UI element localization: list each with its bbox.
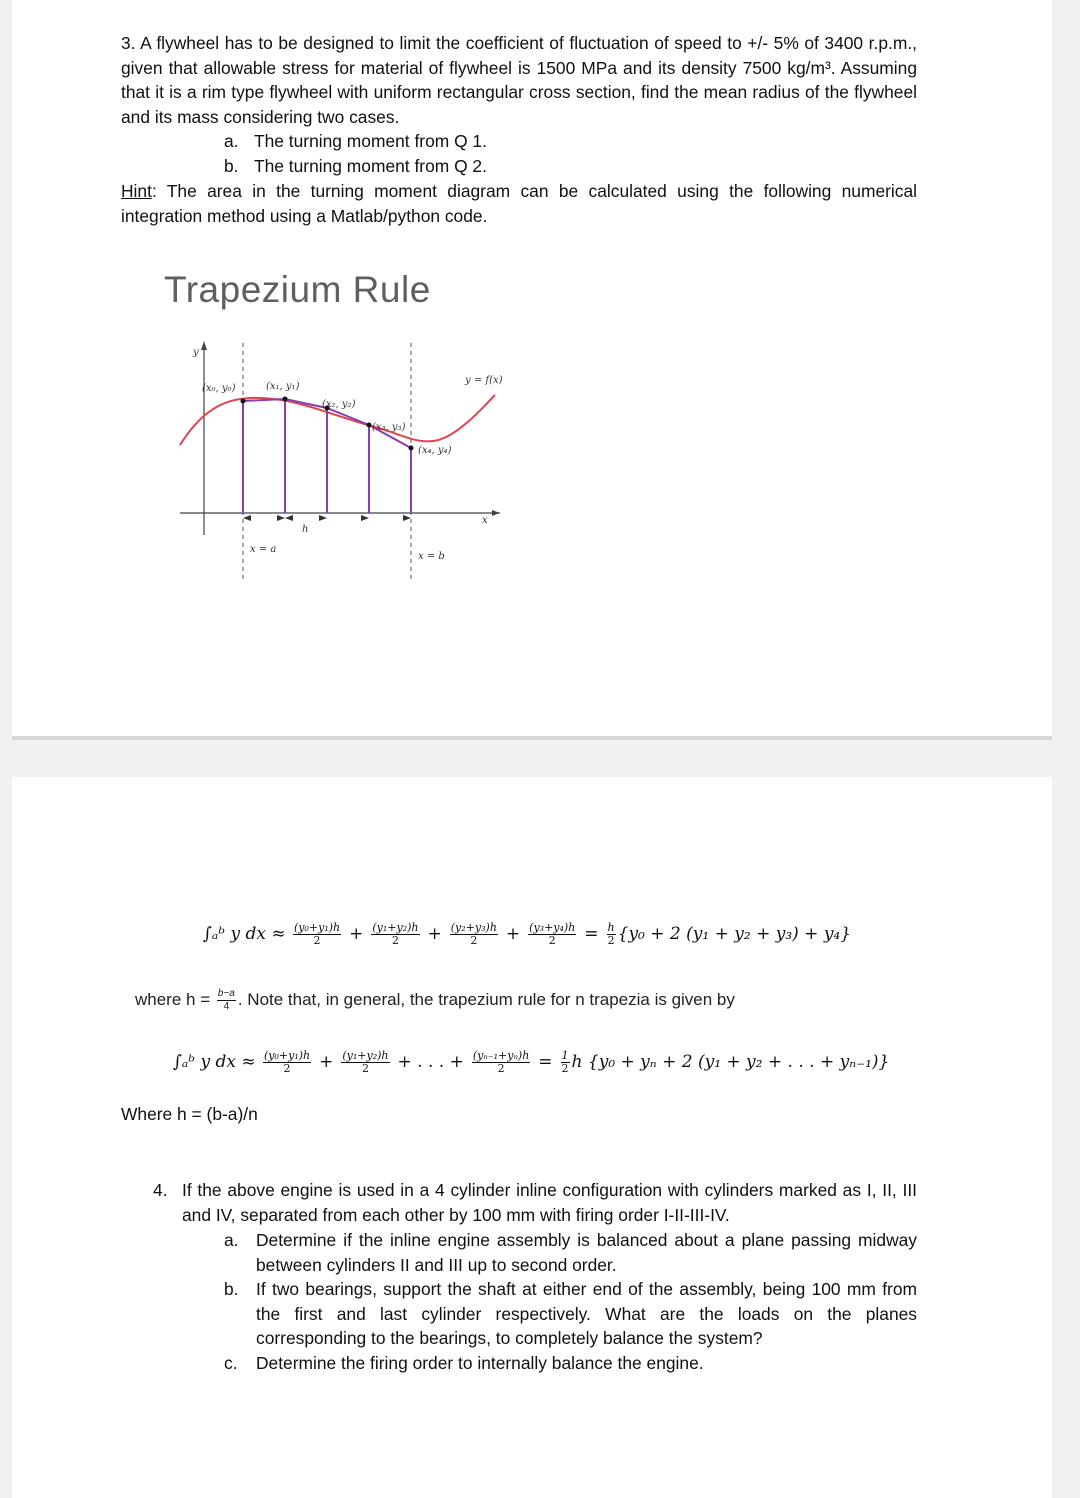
q3-case-a (224, 129, 487, 154)
point-label-3: (x₃, y₃) (372, 422, 406, 433)
formula1-rhs-frac-den: 2 (607, 934, 615, 947)
formula2-term2-den: 2 (361, 1062, 369, 1075)
point-label-2: (x₂, y₂) (322, 399, 356, 410)
q4-part-b-text: If two bearings, support the shaft at either end of the assembly, being 100 mm from the first and last cylinder respectively. What are the loads on the planes corresponding to the bearings, to completely balance the system? (256, 1279, 917, 1348)
document-page-2 (12, 777, 1052, 1498)
q4-part-c (224, 1351, 917, 1376)
formula1-term4-den: 2 (548, 934, 556, 947)
q4-part-b (224, 1277, 917, 1351)
where-suffix: . Note that, in general, the trapezium rule for n trapezia is given by (237, 989, 735, 1009)
q4-number: 4. (153, 1180, 168, 1200)
formula2-ellipsis: + . . . + (397, 1052, 464, 1072)
hint-text: : The area in the turning moment diagram can be calculated using the following numerical integration method using a Matlab/python code. (121, 181, 917, 226)
formula2-lhs: ∫ₐᵇ y dx ≈ (173, 1052, 256, 1072)
x-axis-label: x (482, 515, 488, 526)
question-3-text: 3. A flywheel has to be designed to limit the coefficient of fluctuation of speed to +/- 5% of 3400 r.p.m., given that allowable stress for material of flywheel is 1500 MPa and its density 7500 kg/m³. Assuming that it is a rim type flywheel with uniform rectangular cross section, find the mean radius of the flywheel and its mass considering two cases. (121, 33, 917, 127)
trapezium-rule-title: Trapezium Rule (164, 269, 431, 310)
trapezium-formula-4-intervals: ∫ₐᵇ y dx ≈ $\frac{\text{(y₀+y₁)h}}{2}$ + $\frac{\text{(y₁+y₂)h}}{2}$ + $\frac{\text{(y₂+y₃)h}}{2}$ + $\frac{\text{(y₃+y₄)h}}{2}$ = $\frac{h}{2}$ {y₀ + 2 (y₁ + y₂ + y₃) + y₄} (203, 921, 852, 947)
hint-paragraph (121, 179, 917, 228)
q3-case-b (224, 154, 487, 179)
formula2-term1-den: 2 (283, 1062, 291, 1075)
q4-part-a-text: Determine if the inline engine assembly is balanced about a plane passing midway between cylinders II and III up to second order. (256, 1230, 917, 1275)
point-4 (409, 446, 414, 451)
formula2-last-num: (yₙ₋₁+yₙ)h (472, 1049, 530, 1062)
x-axis-arrow-icon (492, 510, 500, 516)
x-b-label: x = b (418, 551, 445, 562)
point-0 (241, 399, 246, 404)
formula1-term3-num: (y₂+y₃)h (450, 921, 497, 934)
page-divider (12, 736, 1052, 740)
formula1-term2-den: 2 (391, 934, 399, 947)
point-label-1: (x₁, y₁) (266, 381, 300, 392)
q4-part-a (224, 1228, 917, 1277)
q3-case-a-text: The turning moment from Q 1. (254, 131, 487, 151)
h-label: h (302, 524, 309, 535)
curve-label: y = f(x) (465, 375, 503, 386)
q4-part-b-marker: b. (224, 1279, 239, 1299)
formula2-rhs-frac-den: 2 (561, 1062, 569, 1075)
formula1-term1-num: (y₀+y₁)h (293, 921, 341, 934)
where-frac-num: b−a (217, 988, 235, 999)
formula1-rhs-frac-num: h (607, 921, 615, 934)
point-label-4: (x₄, y₄) (418, 445, 452, 456)
where-h-definition: Where h = (b-a)/n (121, 1104, 258, 1124)
formula1-rhs: {y₀ + 2 (y₁ + y₂ + y₃) + y₄} (617, 924, 852, 944)
q4-part-a-marker: a. (224, 1230, 239, 1250)
formula1-lhs: ∫ₐᵇ y dx ≈ (203, 924, 286, 944)
where-frac-den: 4 (223, 1001, 230, 1012)
point-3 (367, 423, 372, 428)
y-axis-label: y (193, 347, 199, 358)
q3-case-a-marker: a. (224, 131, 239, 151)
formula1-term3-den: 2 (470, 934, 478, 947)
q4-part-c-marker: c. (224, 1353, 238, 1373)
formula2-term1-num: (y₀+y₁)h (263, 1049, 311, 1062)
trapezium-formula-n-intervals: ∫ₐᵇ y dx ≈ $\frac{\text{(y₀+y₁)h}}{2}$ + $\frac{\text{(y₁+y₂)h}}{2}$ + . . . + $\frac{\text{(yₙ₋₁+yₙ)h}}{2}$ = $\frac{1}{2}$ h {y₀ + yₙ + 2 (y₁ + y₂ + . . . + yₙ₋₁)} (173, 1049, 890, 1075)
q3-case-b-marker: b. (224, 156, 239, 176)
formula2-term2-num: (y₁+y₂)h (342, 1049, 389, 1062)
where-prefix: where h = (135, 989, 211, 1009)
formula2-rhs-frac-num: 1 (561, 1049, 569, 1062)
trapezium-bars (243, 399, 411, 513)
point-1 (283, 397, 288, 402)
q4-part-c-text: Determine the firing order to internally balance the engine. (256, 1353, 704, 1373)
trapezium-diagram (160, 335, 540, 585)
where-h-line (135, 988, 735, 1013)
y-axis-arrow-icon (201, 341, 207, 350)
x-a-label: x = a (250, 544, 277, 555)
formula2-last-den: 2 (497, 1062, 505, 1075)
q4-text: If the above engine is used in a 4 cylinder inline configuration with cylinders marked as I, II, III and IV, separated from each other by 100 mm with firing order I-II-III-IV. (182, 1180, 917, 1225)
q3-case-b-text: The turning moment from Q 2. (254, 156, 487, 176)
formula1-term1-den: 2 (313, 934, 321, 947)
formula2-rhs: h {y₀ + yₙ + 2 (y₁ + y₂ + . . . + yₙ₋₁)} (571, 1052, 890, 1072)
point-label-0: (x₀, y₀) (202, 383, 236, 394)
question-4 (153, 1178, 917, 1227)
hint-label: Hint (121, 181, 152, 201)
formula1-term4-num: (y₃+y₄)h (529, 921, 576, 934)
formula1-term2-num: (y₁+y₂)h (372, 921, 419, 934)
